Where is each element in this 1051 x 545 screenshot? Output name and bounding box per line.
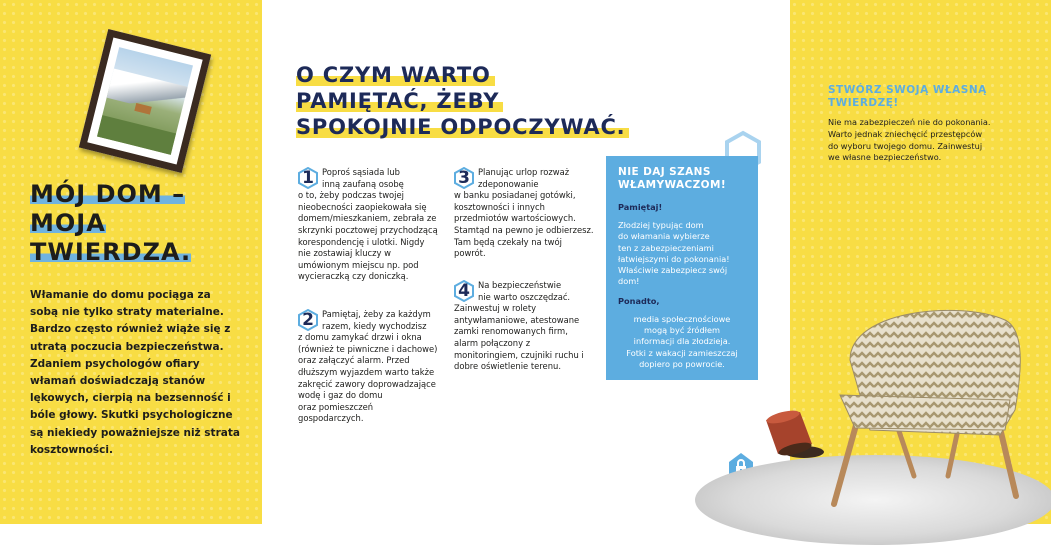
tip-step-1	[298, 167, 438, 283]
infobox-heading-1: Pamiętaj!	[618, 202, 663, 212]
step-text: Pamiętaj, żeby za każdym razem, kiedy wychodzisz z domu zamykać drzwi i okna (również te piwniczne i dachowe) oraz załączyć alarm. Przed dłuższym wyjazdem warto także zakręcić zawory doprowadzające wodę i gaz do domu oraz pomieszczeń gospodarczych.	[298, 309, 438, 424]
section-headline	[296, 62, 629, 140]
right-title: STWÓRZ SWOJĄ WŁASNĄ TWIERDZĘ!	[828, 84, 987, 109]
title-line-1: MÓJ DOM –	[30, 180, 186, 208]
step-text: Na bezpieczeństwie nie warto oszczędzać. Zainwestuj w rolety antywłamaniowe, atestowane zamki renomowanych firm, alarm połączony z monitoringiem, czujniki ruchu i dobre oświetlenie terenu.	[454, 280, 584, 372]
title-line-3: TWIERDZA.	[30, 238, 192, 266]
step-number-badge: 1	[298, 167, 318, 189]
infobox-text-2: media społecznościowe mogą być źródłem informacji dla złodzieja. Fotki z wakacji zamieszczaj dopiero po powrocie.	[626, 313, 738, 369]
infobox-heading-2: Ponadto,	[618, 295, 660, 306]
page-title	[30, 180, 191, 267]
step-number-badge: 3	[454, 167, 474, 189]
tip-step-4	[454, 280, 594, 373]
step-number-badge: 4	[454, 280, 474, 302]
picture-frame-icon	[79, 29, 211, 173]
headline-line-1: O CZYM WARTO	[296, 63, 495, 87]
left-panel	[0, 0, 262, 524]
warning-infobox	[606, 156, 758, 380]
step-number-badge: 2	[298, 309, 318, 331]
right-panel	[790, 0, 1051, 524]
headline-line-2: PAMIĘTAĆ, ŻEBY	[296, 89, 503, 113]
step-text: Planując urlop rozważ zdeponowanie w banku posiadanej gotówki, kosztowności i innych przedmiotów wartościowych. Stamtąd na pewno je odbierzesz. Tam będą czekały na twój powrót.	[454, 167, 594, 259]
middle-panel	[262, 0, 790, 524]
step-text: Poproś sąsiada lub inną zaufaną osobę o to, żeby podczas twojej nieobecności zaopiekowała się domem/mieszkaniem, zebrała ze skrzynki pocztowej przychodzącą korespondencję i ulotki. Nigdy nie zostawiaj kluczy w umówionym miejscu np. pod wycieraczką czy doniczką.	[298, 167, 438, 282]
infobox-title: NIE DAJ SZANS WŁAMYWACZOM!	[618, 166, 727, 191]
landscape-photo	[97, 47, 193, 155]
tip-step-3	[454, 167, 594, 260]
armchair-icon	[810, 300, 1040, 510]
tip-step-2	[298, 309, 438, 425]
headline-line-3: SPOKOJNIE ODPOCZYWAĆ.	[296, 115, 629, 139]
title-line-2: MOJA	[30, 209, 106, 237]
infobox-text-1: Złodziej typując dom do włamania wybierze ten z zabezpieczeniami łatwiejszymi do pokonania! Właściwie zabezpiecz swój dom!	[618, 220, 730, 287]
intro-paragraph: Włamanie do domu pociąga za sobą nie tylko straty materialne. Bardzo często również wiąże się z utratą poczucia bezpieczeństwa. Zdaniem psychologów ofiary włamań doświadczają stanów lękowych, cierpią na bezsenność i bóle głowy. Skutki psychologiczne są niekiedy poważniejsze niż strata kosztowności.	[30, 289, 240, 456]
right-text: Nie ma zabezpieczeń nie do pokonania. Warto jednak zniechęcić przestępców do wyboru twojego domu. Zainwestuj we własne bezpieczeństwo.	[828, 117, 991, 163]
